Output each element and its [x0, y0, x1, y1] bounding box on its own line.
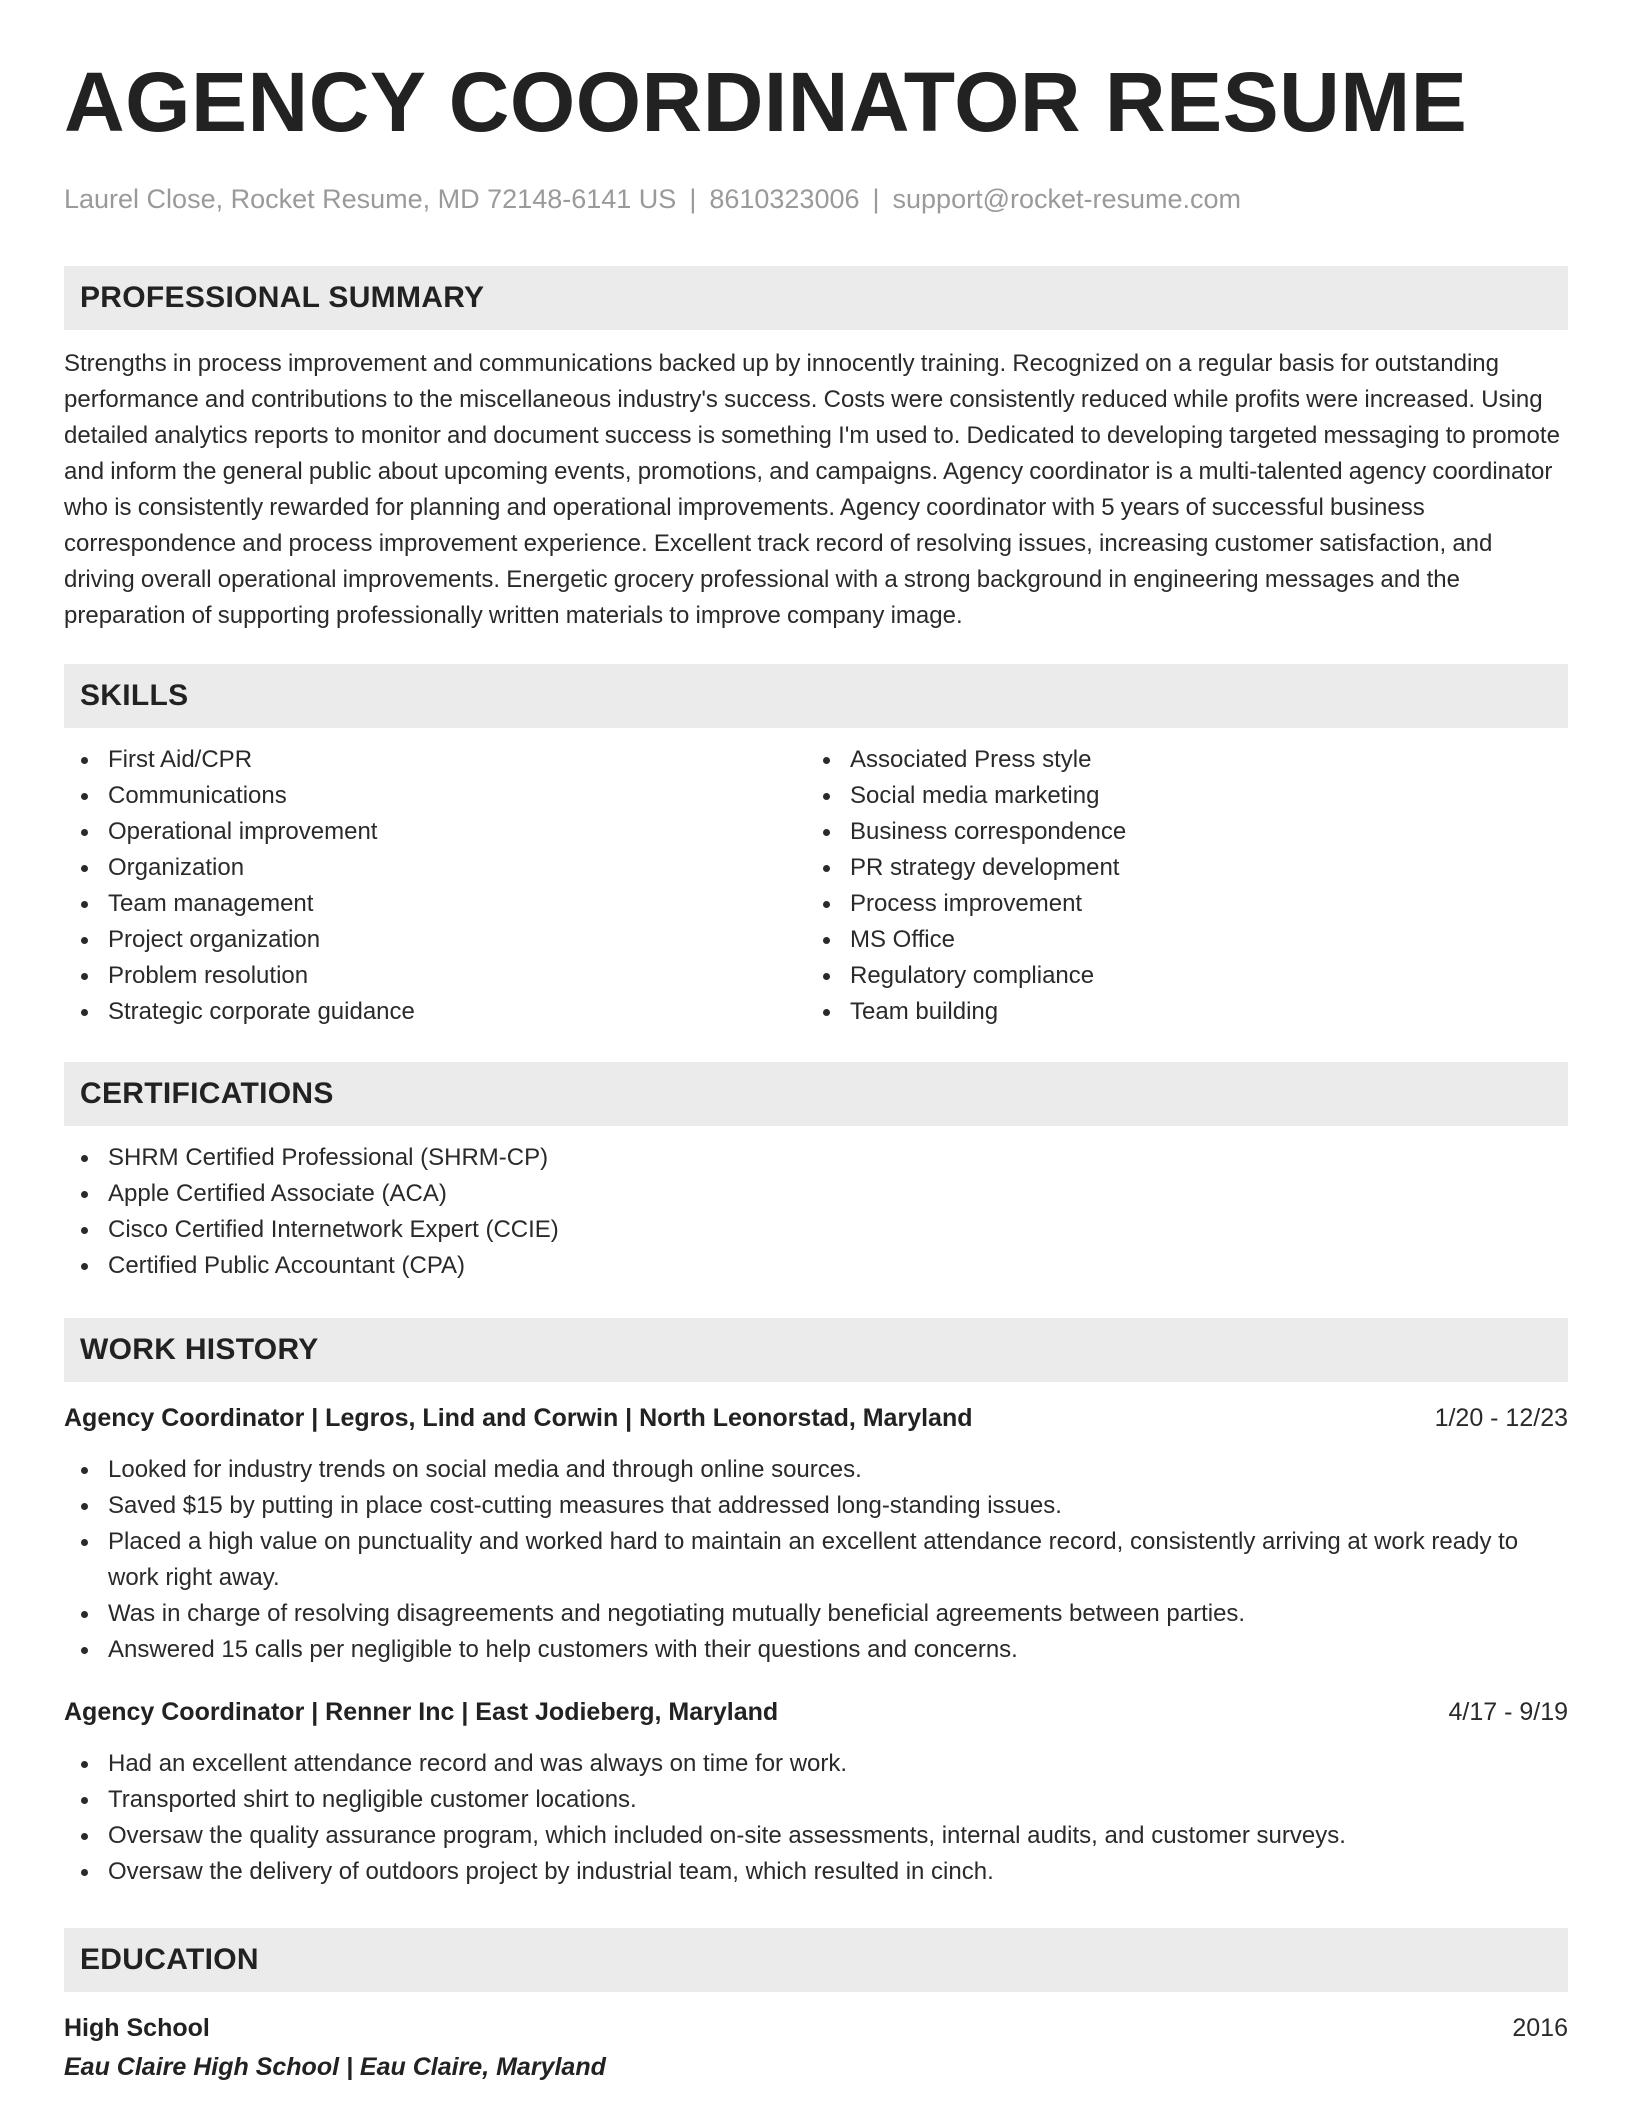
skill-item: Project organization	[64, 922, 806, 958]
job-bullet: Had an excellent attendance record and was always on time for work.	[64, 1746, 1568, 1782]
job-bullet: Saved $15 by putting in place cost-cutting measures that addressed long-standing issues.	[64, 1488, 1568, 1524]
resume-page	[64, 0, 1568, 2085]
contact-line	[64, 182, 1568, 216]
job-dates: 1/20 - 12/23	[1434, 1404, 1568, 1432]
job-bullet: Placed a high value on punctuality and worked hard to maintain an excellent attendance record, consistently arriving at work ready to work right away.	[64, 1524, 1568, 1596]
skill-item: Social media marketing	[806, 778, 1548, 814]
contact-separator: |	[872, 184, 880, 214]
job-title: Agency Coordinator | Renner Inc | East Jodieberg, Maryland	[64, 1698, 779, 1726]
skill-item: Team management	[64, 886, 806, 922]
job-bullet: Looked for industry trends on social media and through online sources.	[64, 1452, 1568, 1488]
skill-item: Operational improvement	[64, 814, 806, 850]
skill-item: Communications	[64, 778, 806, 814]
job-dates: 4/17 - 9/19	[1448, 1698, 1568, 1726]
job-bullet: Oversaw the quality assurance program, which included on-site assessments, internal audits, and customer surveys.	[64, 1818, 1568, 1854]
certification-item: SHRM Certified Professional (SHRM-CP)	[64, 1140, 1568, 1176]
skills-column-left	[64, 742, 806, 1030]
contact-address: Laurel Close, Rocket Resume, MD 72148-6141 US	[64, 184, 677, 214]
section-heading-skills: SKILLS	[64, 664, 1568, 728]
certifications-list	[64, 1140, 1568, 1284]
education-year: 2016	[1512, 2014, 1568, 2042]
contact-phone: 8610323006	[709, 184, 860, 214]
job-bullets	[64, 1452, 1568, 1668]
skill-item: Organization	[64, 850, 806, 886]
job-bullets	[64, 1746, 1568, 1890]
education-school: Eau Claire High School | Eau Claire, Maryland	[64, 2053, 606, 2081]
job-bullet: Answered 15 calls per negligible to help customers with their questions and concerns.	[64, 1632, 1568, 1668]
job-bullet: Transported shirt to negligible customer locations.	[64, 1782, 1568, 1818]
section-heading-work-history: WORK HISTORY	[64, 1318, 1568, 1382]
job-bullet: Was in charge of resolving disagreements and negotiating mutually beneficial agreements between parties.	[64, 1596, 1568, 1632]
skill-item: Problem resolution	[64, 958, 806, 994]
job-header	[64, 1400, 1568, 1436]
certification-item: Cisco Certified Internetwork Expert (CCIE)	[64, 1212, 1568, 1248]
section-heading-education: EDUCATION	[64, 1928, 1568, 1992]
skill-item: MS Office	[806, 922, 1548, 958]
skill-item: Team building	[806, 994, 1548, 1030]
contact-separator: |	[689, 184, 697, 214]
skill-item: Associated Press style	[806, 742, 1548, 778]
skill-item: Business correspondence	[806, 814, 1548, 850]
certification-item: Certified Public Accountant (CPA)	[64, 1248, 1568, 1284]
skill-item: PR strategy development	[806, 850, 1548, 886]
skills-grid	[64, 742, 1568, 1030]
section-heading-certifications: CERTIFICATIONS	[64, 1062, 1568, 1126]
skill-item: Regulatory compliance	[806, 958, 1548, 994]
contact-email: support@rocket-resume.com	[892, 184, 1242, 214]
certification-item: Apple Certified Associate (ACA)	[64, 1176, 1568, 1212]
job-header	[64, 1694, 1568, 1730]
job-title: Agency Coordinator | Legros, Lind and Corwin | North Leonorstad, Maryland	[64, 1404, 973, 1432]
skill-item: First Aid/CPR	[64, 742, 806, 778]
resume-title: AGENCY COORDINATOR RESUME	[64, 55, 1468, 149]
job-bullet: Oversaw the delivery of outdoors project by industrial team, which resulted in cinch.	[64, 1854, 1568, 1890]
summary-text: Strengths in process improvement and communications backed up by innocently training. Recognized on a regular basis for outstanding performance and contributions to the miscellaneous industry's success. Costs were consistently reduced while profits were increased. Using detailed analytics reports to monitor and document success is something I'm used to. Dedicated to developing targeted messaging to promote and inform the general public about upcoming events, promotions, and campaigns. Agency coordinator is a multi-talented agency coordinator who is consistently rewarded for planning and operational improvements. Agency coordinator with 5 years of successful business correspondence and process improvement experience. Excellent track record of resolving issues, increasing customer satisfaction, and driving overall operational improvements. Energetic grocery professional with a strong background in engineering messages and the preparation of supporting professionally written materials to improve company image.	[64, 350, 1560, 629]
skill-item: Process improvement	[806, 886, 1548, 922]
section-heading-summary: PROFESSIONAL SUMMARY	[64, 266, 1568, 330]
education-header	[64, 2010, 1568, 2046]
skills-column-right	[806, 742, 1548, 1030]
skill-item: Strategic corporate guidance	[64, 994, 806, 1030]
education-degree: High School	[64, 2014, 210, 2042]
